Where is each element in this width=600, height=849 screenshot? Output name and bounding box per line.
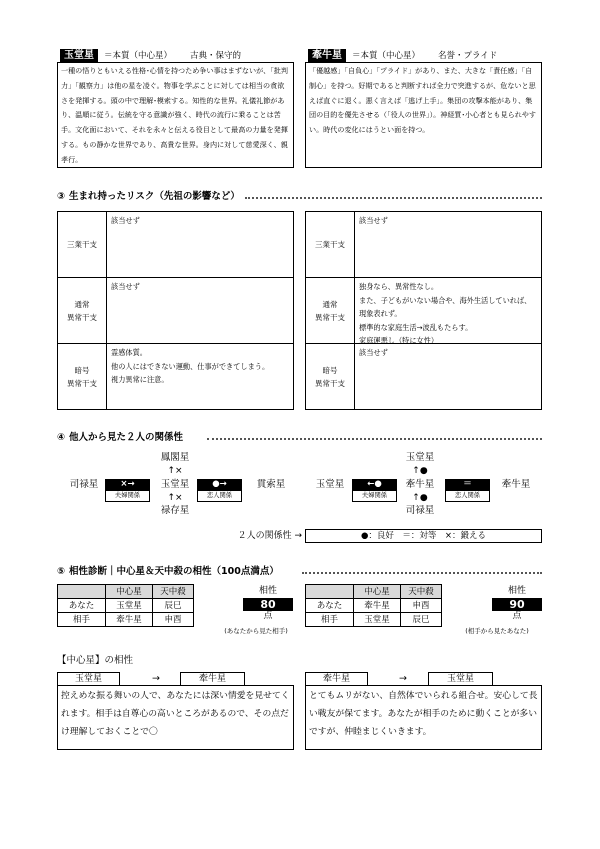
risk-row-content xyxy=(355,278,541,343)
relation-symbol: ×→ xyxy=(105,479,150,490)
risk-row-label xyxy=(306,212,355,277)
table-header-row xyxy=(306,585,442,599)
table-cell: 相手 xyxy=(58,613,106,627)
risk-content-line: また、子どもがいない場合や、海外生活していれば、現象表れず。 xyxy=(359,295,532,318)
score-label: 相性 xyxy=(507,586,526,596)
table-cell: 玉堂星 xyxy=(106,599,153,613)
pair-from-star: 玉堂星 xyxy=(57,672,120,686)
star-description: 一種の悟りともいえる性格･心情を持つため争い事はまずないが、「批判力」「観察力」は他の星を凌ぐ。物事を学ぶことに対しては相当の貪欲さを発揮する。頭の中で理解･模索する。知性的な世界。礼儀礼節があり、温順に従う。伝統を守る意識が強く、時代の流行に乗ることは苦手。文化面において、それを永々と伝える役目として最高の力量を発揮する。もの静かな世界であり、高貴な世界。身内に対して慈愛深く、親孝行。 xyxy=(61,66,288,164)
table-cell: 辰巳 xyxy=(153,599,194,613)
pair-from-star: 牽牛星 xyxy=(305,672,368,686)
risk-label-line: 通常 xyxy=(74,299,90,309)
relation-label: 夫婦関係 xyxy=(352,490,397,502)
risk-content-line: 他の人にはできない運動、仕事ができてしまう。 xyxy=(111,361,270,371)
star-name-tag: 牽牛星 xyxy=(308,49,346,62)
risk-content-line: 霊感体質。 xyxy=(111,348,147,357)
table-cell: 辰巳 xyxy=(401,613,442,627)
section-title-text: 他人から見た２人の関係性 xyxy=(69,432,184,443)
diagram-arrow-top: ↑× xyxy=(167,466,183,476)
table-row xyxy=(58,613,194,627)
star-keyword: 古典・保守的 xyxy=(190,51,242,61)
risk-row-sangyo xyxy=(58,212,293,278)
risk-label-line: 通常 xyxy=(322,299,338,309)
risk-content-line: 視力異常に注意。 xyxy=(111,375,169,384)
compat-table-you xyxy=(57,584,194,627)
risk-row-label xyxy=(306,278,355,343)
table-row xyxy=(58,599,194,613)
risk-label-line: 異常干支 xyxy=(67,312,97,322)
diagram-star-top: 鳳閣星 xyxy=(160,452,190,463)
table-header-cell xyxy=(306,585,354,599)
score-unit: 点 xyxy=(512,611,522,621)
star-description-box-partner xyxy=(305,62,542,168)
risk-row-label xyxy=(58,344,107,409)
diagram-star-bottom: 禄存星 xyxy=(160,505,190,516)
diagram-link-spouse xyxy=(105,479,150,502)
section-number: ③ xyxy=(57,191,66,202)
score-note: (相手から見たあなた) xyxy=(465,627,529,635)
risk-row-sangyo xyxy=(306,212,541,278)
table-cell: あなた xyxy=(306,599,354,613)
risk-label-line: 三業干支 xyxy=(315,240,345,249)
risk-content-line: 独身なら、異常性なし。 xyxy=(359,282,439,291)
diagram-link-spouse xyxy=(352,479,397,502)
star-description: 「優越感」「自負心」「プライド」があり、また、大きな「責任感」「自制心」を持つ。好期であると判断すれば全力で突進するが、危ないと思えば直ぐに退く。悪く言えば「逃げ上手」。集団の攻撃本能があり、集団の目的を優先させる（「役人の世界」）。神経質･小心者とも見られやすい。時代の変化にはうとい面を持つ。 xyxy=(309,66,536,135)
risk-row-content xyxy=(355,344,541,409)
pair-description: 控えめな振る舞いの人で、あなたには深い情愛を見せてくれます。相手は自尊心の高いところがあるので、その点だけ理解しておくことで〇 xyxy=(61,691,290,737)
diagram-arrow-top: ↑● xyxy=(412,466,428,476)
score-note: (あなたから見た相手) xyxy=(224,627,288,635)
risk-label-line: 異常干支 xyxy=(315,312,345,322)
diagram-star-right: 牽牛星 xyxy=(501,479,531,490)
risk-label-line: 異常干支 xyxy=(315,378,345,388)
dotted-rule xyxy=(207,438,542,440)
relation-symbol: ●→ xyxy=(197,479,242,490)
table-cell: 相手 xyxy=(306,613,354,627)
relation-label: 恋人関係 xyxy=(445,490,490,502)
relation-symbol: ＝ xyxy=(445,479,490,490)
diagram-star-center: 牽牛星 xyxy=(405,479,435,490)
table-row xyxy=(306,613,442,627)
diagram-star-left: 玉堂星 xyxy=(315,479,345,490)
relation-label: 夫婦関係 xyxy=(105,490,150,502)
section-title-text: 相性診断｜中心星＆天中殺の相性（100点満点） xyxy=(69,566,279,577)
table-cell: 牽牛星 xyxy=(354,599,401,613)
table-header-row xyxy=(58,585,194,599)
diagram-arrow-bottom: ↑● xyxy=(412,493,428,503)
risk-row-label xyxy=(58,278,107,343)
diagram-star-bottom: 司禄星 xyxy=(405,505,435,516)
table-cell: あなた xyxy=(58,599,106,613)
risk-label-line: 暗号 xyxy=(322,365,338,375)
diagram-link-lover xyxy=(197,479,242,502)
center-star-compat-title: 【中心星】の相性 xyxy=(57,655,134,666)
star-equation: ＝本質（中心星） xyxy=(104,51,173,61)
table-cell: 玉堂星 xyxy=(354,613,401,627)
pair-description: とてもムリがない、自然体でいられる組合せ。安心して長い戦友が保てます。あなたが相手のために動くことが多いですが、仲睦まじくいきます。 xyxy=(309,691,538,737)
diagram-star-center: 玉堂星 xyxy=(160,479,190,490)
risk-row-cipher-anomaly xyxy=(306,344,541,409)
star-name-tag: 玉堂星 xyxy=(60,49,98,62)
diagram-link-lover xyxy=(445,479,490,502)
risk-row-content xyxy=(107,344,293,409)
risk-section-title xyxy=(57,190,240,204)
risk-row-content xyxy=(355,212,541,277)
risk-content-line: 標準的な家庭生活→波乱もたらす。 xyxy=(359,322,473,332)
pair-description-box xyxy=(57,685,294,750)
score-label: 相性 xyxy=(258,586,277,596)
risk-content-line: 該当せず xyxy=(359,216,388,225)
risk-label-line: 三業干支 xyxy=(67,240,97,249)
risk-row-cipher-anomaly xyxy=(58,344,293,409)
star-header-you xyxy=(57,48,294,62)
dotted-rule xyxy=(302,572,542,574)
pair-to-star: 牽牛星 xyxy=(180,672,245,686)
section-number: ⑤ xyxy=(57,566,66,577)
risk-row-normal-anomaly xyxy=(306,278,541,344)
pair-description-box xyxy=(305,685,542,750)
relation-legend-label: ２人の関係性 → xyxy=(237,531,302,541)
section-title-text: 生まれ持ったリスク（先祖の影響など） xyxy=(69,191,240,202)
risk-row-content xyxy=(107,278,293,343)
risk-content-line: 該当せず xyxy=(111,216,140,225)
table-row xyxy=(306,599,442,613)
risk-table-partner xyxy=(305,211,542,410)
risk-content-line: 該当せず xyxy=(111,282,140,291)
star-description-box-you xyxy=(57,62,294,168)
risk-label-line: 異常干支 xyxy=(67,378,97,388)
relation-label: 恋人関係 xyxy=(197,490,242,502)
table-header-cell xyxy=(58,585,106,599)
relation-legend: ●：良好 ＝：対等 ×：鍛える xyxy=(305,529,542,543)
diagram-arrow-bottom: ↑× xyxy=(167,493,183,503)
star-keyword: 名誉・プライド xyxy=(438,51,498,61)
risk-label-line: 暗号 xyxy=(74,365,90,375)
table-cell: 牽牛星 xyxy=(106,613,153,627)
star-header-partner xyxy=(305,48,542,62)
table-header-cell: 天中殺 xyxy=(401,585,442,599)
pair-arrow: → xyxy=(152,673,160,684)
pair-arrow: → xyxy=(399,673,407,684)
table-cell: 申酉 xyxy=(153,613,194,627)
section-number: ④ xyxy=(57,432,66,443)
dotted-rule xyxy=(245,197,542,199)
compat-section-title xyxy=(57,565,279,579)
score-value: 80 xyxy=(243,598,293,611)
star-equation: ＝本質（中心星） xyxy=(352,51,421,61)
risk-row-label xyxy=(58,212,107,277)
table-cell: 申酉 xyxy=(401,599,442,613)
risk-row-normal-anomaly xyxy=(58,278,293,344)
risk-row-label xyxy=(306,344,355,409)
score-unit: 点 xyxy=(263,611,273,621)
table-header-cell: 中心星 xyxy=(354,585,401,599)
table-header-cell: 天中殺 xyxy=(153,585,194,599)
score-value: 90 xyxy=(492,598,542,611)
relations-section-title xyxy=(57,431,183,445)
table-header-cell: 中心星 xyxy=(106,585,153,599)
pair-to-star: 玉堂星 xyxy=(428,672,493,686)
compat-table-partner xyxy=(305,584,442,627)
diagram-star-right: 貫索星 xyxy=(256,479,286,490)
diagram-star-top: 玉堂星 xyxy=(405,452,435,463)
diagram-star-left: 司禄星 xyxy=(69,479,99,490)
risk-content-line: 該当せず xyxy=(359,348,388,357)
risk-table-you xyxy=(57,211,294,410)
risk-row-content xyxy=(107,212,293,277)
risk-content-line: 家庭運悪し（特に女性） xyxy=(359,336,439,345)
relation-symbol: ←● xyxy=(352,479,397,490)
